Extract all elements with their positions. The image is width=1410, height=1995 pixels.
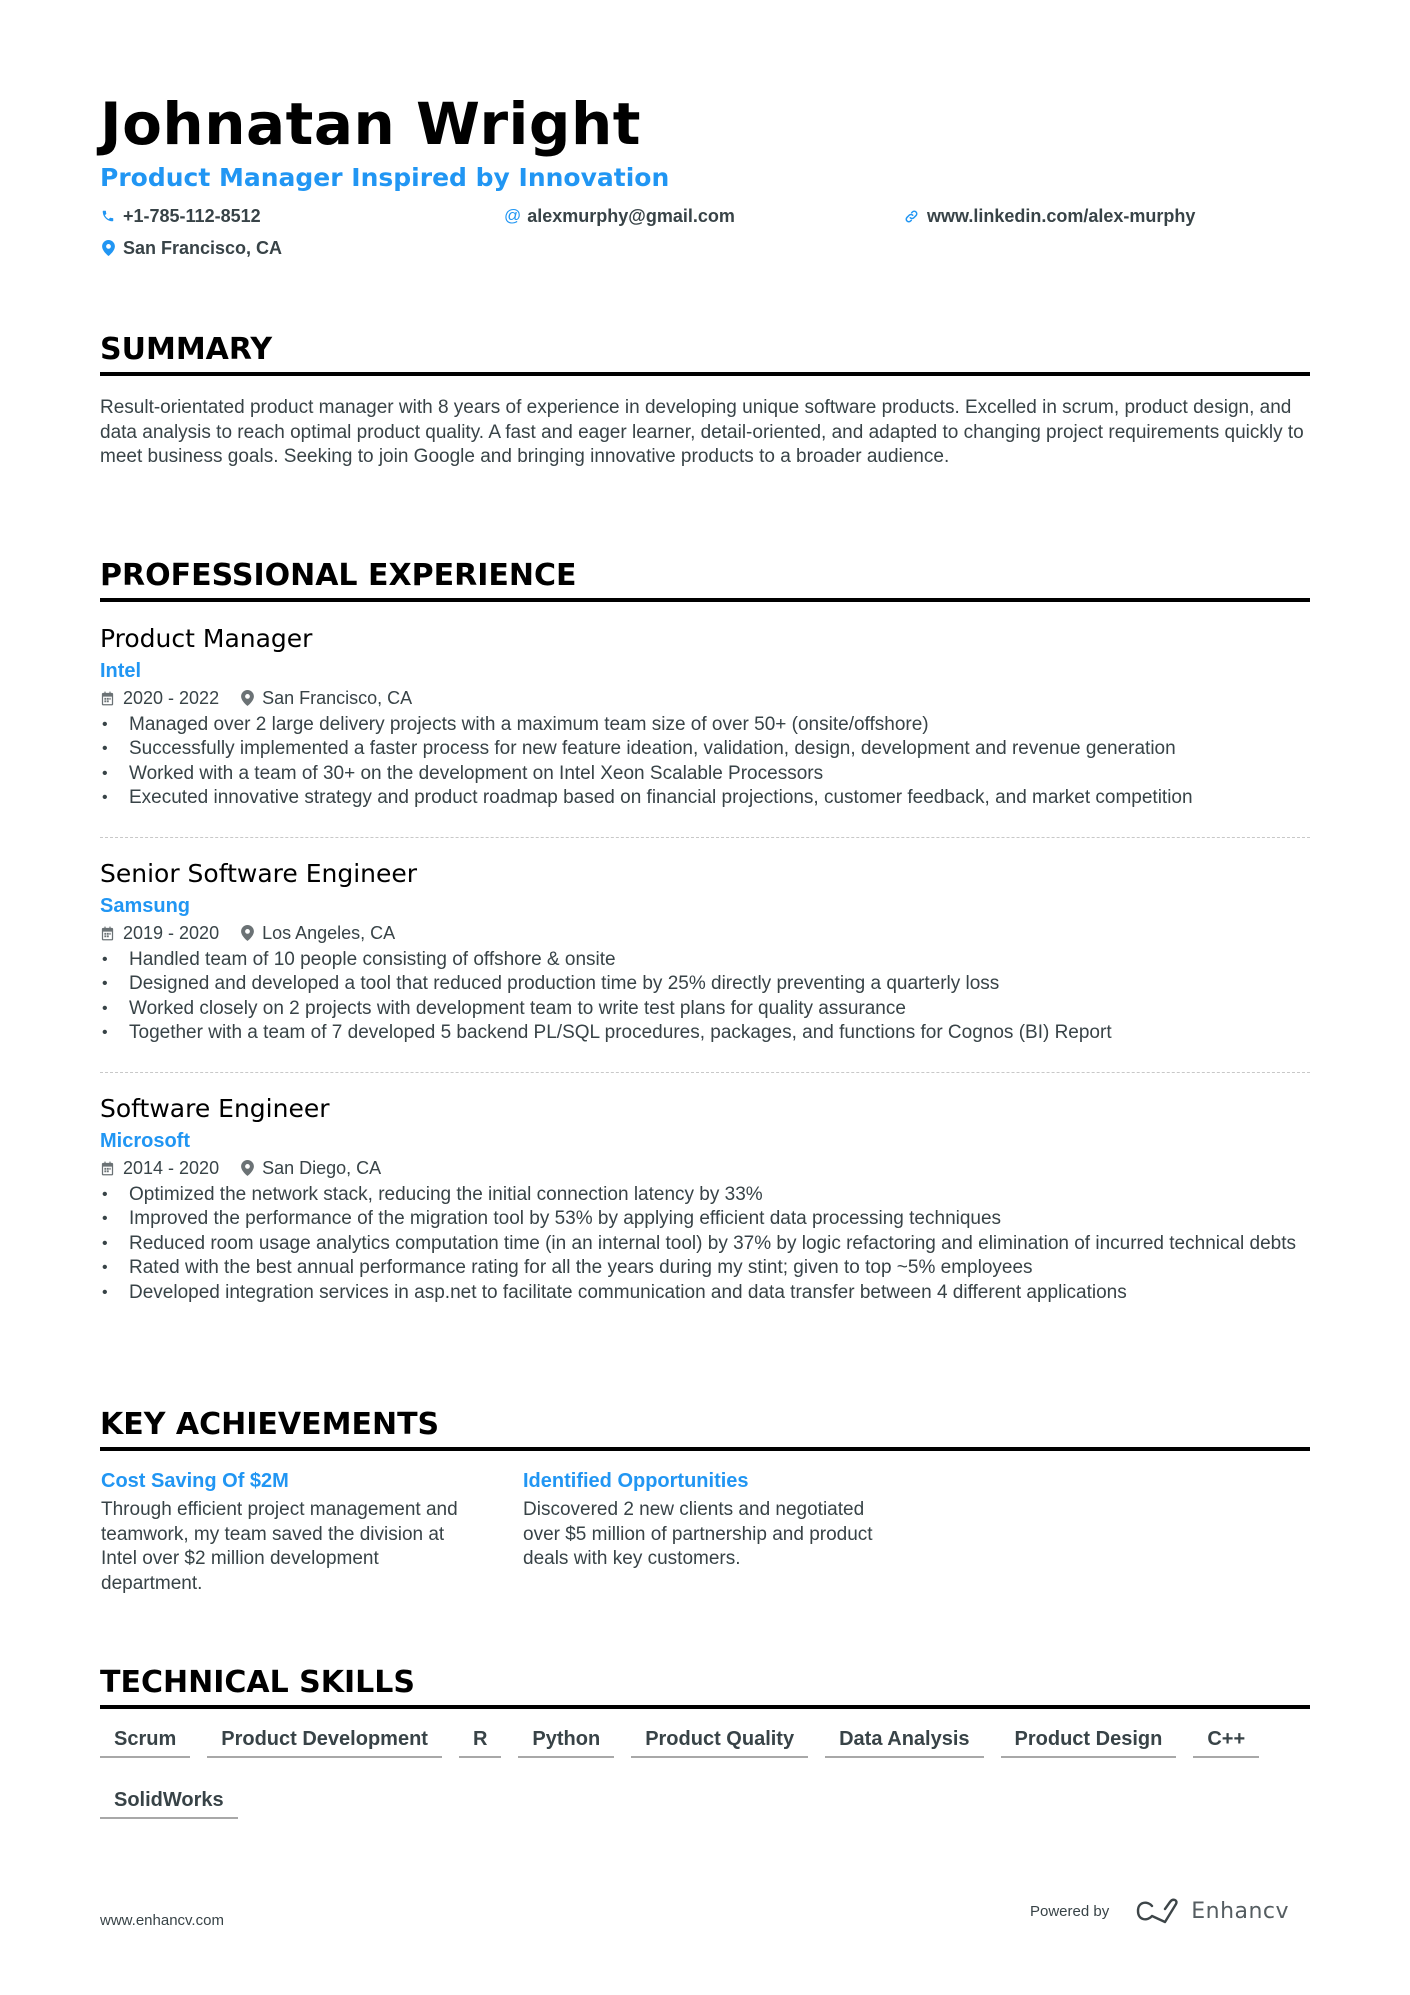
achievement-description: Discovered 2 new clients and negotiated over $5 million of partnership and product deals with key customers. xyxy=(523,1499,873,1569)
bullet-item: • Managed over 2 large delivery projects with a maximum team size of over 50+ (onsite/offshore) xyxy=(100,713,1310,737)
skill-tag: Python xyxy=(518,1725,614,1758)
contact-location xyxy=(102,236,282,260)
bullet-item: • Developed integration services in asp.net to facilitate communication and data transfer between 4 different applications xyxy=(100,1281,1310,1305)
job-bullets xyxy=(100,1183,1310,1305)
at-icon: @ xyxy=(504,206,522,225)
job-entry xyxy=(100,1093,1310,1305)
calendar-icon xyxy=(100,926,115,941)
job-dates: 2019 - 2020 xyxy=(123,923,220,943)
section-heading-summary: SUMMARY xyxy=(100,331,1310,376)
section-heading-skills: TECHNICAL SKILLS xyxy=(100,1664,1310,1709)
job-entry xyxy=(100,858,1310,1046)
job-entry xyxy=(100,623,1310,811)
link-icon xyxy=(904,209,919,224)
skill-tag: Product Quality xyxy=(631,1725,808,1758)
skill-tag: Product Development xyxy=(207,1725,442,1758)
phone-icon xyxy=(101,209,115,223)
footer-powered-by xyxy=(1030,1898,1289,1924)
job-meta xyxy=(100,685,1310,711)
achievement-description: Through efficient project management and teamwork, my team saved the division at Intel over $2 million development department. xyxy=(101,1499,458,1594)
job-bullets xyxy=(100,948,1310,1046)
job-dates: 2014 - 2020 xyxy=(123,1158,220,1178)
calendar-icon xyxy=(100,1161,115,1176)
job-bullets xyxy=(100,713,1310,811)
job-location: San Diego, CA xyxy=(262,1158,382,1178)
job-title: Senior Software Engineer xyxy=(100,859,418,888)
skill-tag: R xyxy=(459,1725,501,1758)
map-pin-icon xyxy=(102,240,115,256)
job-title: Product Manager xyxy=(100,624,313,653)
candidate-name: Johnatan Wright xyxy=(100,90,641,158)
bullet-item: • Together with a team of 7 developed 5 backend PL/SQL procedures, packages, and functions for Cognos (BI) Report xyxy=(100,1021,1310,1045)
bullet-item: • Optimized the network stack, reducing the initial connection latency by 33% xyxy=(100,1183,1310,1207)
company-name: Intel xyxy=(100,660,142,682)
contact-linkedin xyxy=(904,204,1195,228)
job-divider xyxy=(100,1072,1310,1073)
summary-text: Result-orientated product manager with 8 years of experience in developing unique software products. Excelled in scrum, product design, and data analysis to reach optimal product quality. A fast and eager learner, detail-oriented, and adapted to changing project requirements quickly to meet business goals. Seeking to join Google and bringing innovative products to a broader audience. xyxy=(100,397,1304,467)
candidate-title: Product Manager Inspired by Innovation xyxy=(100,163,670,192)
achievement-title: Cost Saving Of $2M xyxy=(101,1470,289,1492)
skill-tag: Scrum xyxy=(100,1725,190,1758)
job-divider xyxy=(100,837,1310,838)
powered-by-label: Powered by xyxy=(1030,1902,1110,1920)
bullet-item: • Successfully implemented a faster process for new feature ideation, validation, design, development and revenue generation xyxy=(100,737,1310,761)
map-pin-icon xyxy=(241,925,254,941)
bullet-item: • Improved the performance of the migration tool by 53% by applying efficient data processing techniques xyxy=(100,1207,1310,1231)
achievement-title: Identified Opportunities xyxy=(523,1470,749,1492)
linkedin-text[interactable]: www.linkedin.com/alex-murphy xyxy=(927,206,1196,226)
job-location: Los Angeles, CA xyxy=(262,923,396,943)
skill-tag: Product Design xyxy=(1001,1725,1177,1758)
job-title: Software Engineer xyxy=(100,1094,330,1123)
location-text: San Francisco, CA xyxy=(123,238,283,258)
section-heading-experience: PROFESSIONAL EXPERIENCE xyxy=(100,557,1310,602)
bullet-item: • Executed innovative strategy and product roadmap based on financial projections, customer feedback, and market competition xyxy=(100,786,1310,810)
achievement-item xyxy=(523,1467,903,1572)
bullet-item: • Worked closely on 2 projects with development team to write test plans for quality assurance xyxy=(100,997,1310,1021)
bullet-item: • Reduced room usage analytics computation time (in an internal tool) by 37% by logic refactoring and elimination of incurred technical debts xyxy=(100,1232,1310,1256)
map-pin-icon xyxy=(241,1160,254,1176)
skills-list xyxy=(100,1725,1315,1847)
company-name: Microsoft xyxy=(100,1130,190,1152)
contact-phone xyxy=(101,204,261,228)
footer-website[interactable]: www.enhancv.com xyxy=(100,1912,224,1929)
section-heading-achievements: KEY ACHIEVEMENTS xyxy=(100,1406,1310,1451)
skill-tag: SolidWorks xyxy=(100,1786,238,1819)
email-text[interactable]: alexmurphy@gmail.com xyxy=(527,206,735,226)
contact-email xyxy=(504,204,735,228)
skill-tag: C++ xyxy=(1193,1725,1259,1758)
skill-tag: Data Analysis xyxy=(825,1725,983,1758)
job-meta xyxy=(100,1155,1310,1181)
achievement-item xyxy=(101,1467,481,1596)
bullet-item: • Handled team of 10 people consisting of offshore & onsite xyxy=(100,948,1310,972)
job-dates: 2020 - 2022 xyxy=(123,688,220,708)
job-meta xyxy=(100,920,1310,946)
company-name: Samsung xyxy=(100,895,191,917)
map-pin-icon xyxy=(241,690,254,706)
bullet-item: • Rated with the best annual performance rating for all the years during my stint; given to top ~5% employees xyxy=(100,1256,1310,1280)
bullet-item: • Worked with a team of 30+ on the development on Intel Xeon Scalable Processors xyxy=(100,762,1310,786)
enhancv-logo-icon xyxy=(1135,1898,1181,1924)
bullet-item: • Designed and developed a tool that reduced production time by 25% directly preventing a quarterly loss xyxy=(100,972,1310,996)
calendar-icon xyxy=(100,691,115,706)
job-location: San Francisco, CA xyxy=(262,688,413,708)
enhancv-brand: Enhancv xyxy=(1191,1898,1290,1924)
phone-text[interactable]: +1-785-112-8512 xyxy=(123,206,261,226)
